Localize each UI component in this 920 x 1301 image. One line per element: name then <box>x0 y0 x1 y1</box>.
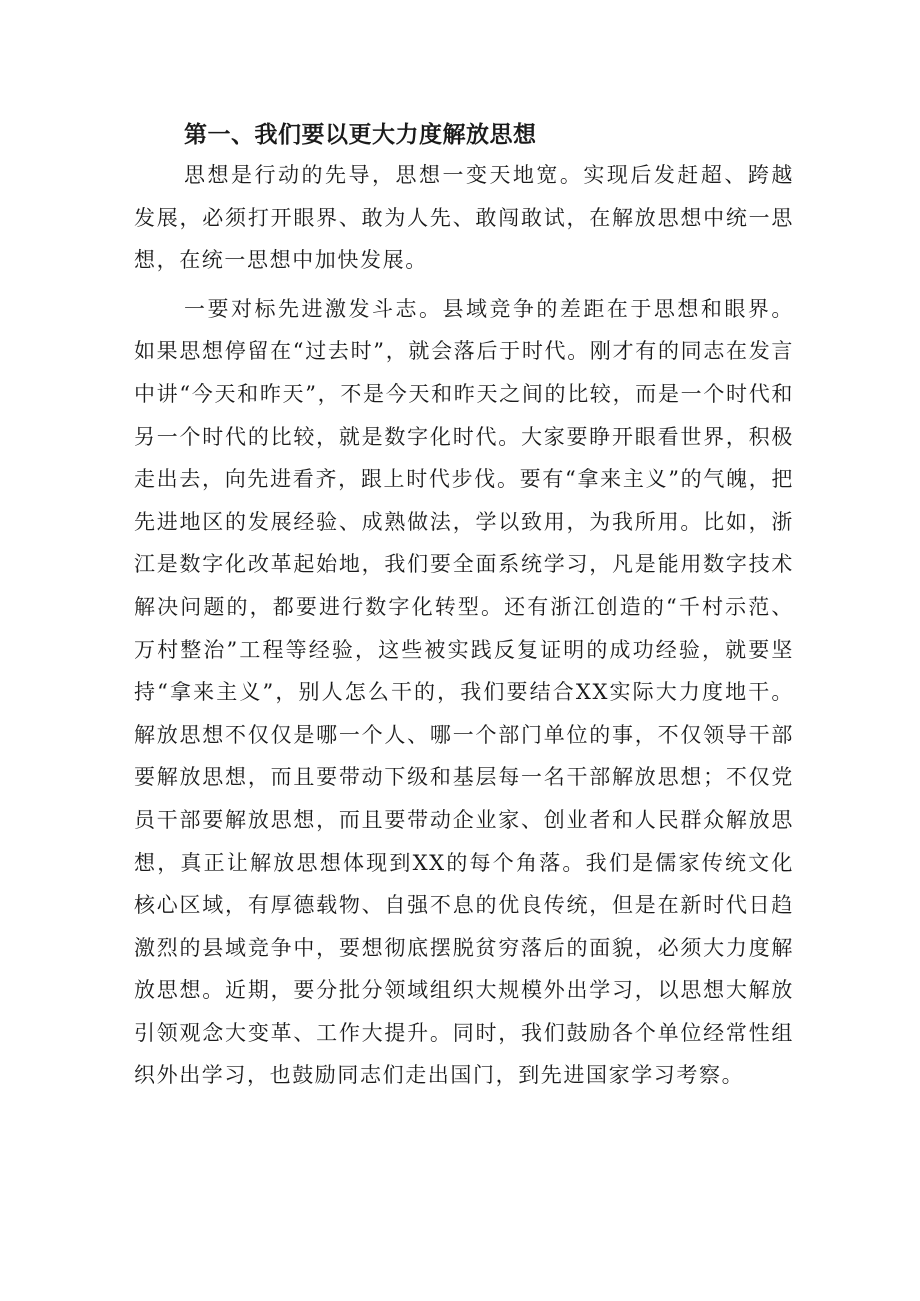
document-body <box>134 154 794 1097</box>
paragraph-intro: 思想是行动的先导，思想一变天地宽。实现后发赶超、跨越发展，必须打开眼界、敢为人先、敢闯敢试，在解放思想中统一思想，在统一思想中加快发展。 <box>134 163 794 273</box>
paragraph-benchmark: 一要对标先进激发斗志。县域竞争的差距在于思想和眼界。如果思想停留在“过去时”，就会落后于时代。刚才有的同志在发言中讲“今天和昨天”，不是今天和昨天之间的比较，而是一个时代和另一个时代的比较，就是数字化时代。大家要睁开眼看世界，积极走出去，向先进看齐，跟上时代步伐。要有“拿来主义”的气魄，把先进地区的发展经验、成熟做法，学以致用，为我所用。比如，浙江是数字化改革起始地，我们要全面系统学习，凡是能用数字技术解决问题的，都要进行数字化转型。还有浙江创造的“千村示范、万村整治”工程等经验，这些被实践反复证明的成功经验，就要坚持“拿来主义”，别人怎么干的，我们要结合XX实际大力度地干。解放思想不仅仅是哪一个人、哪一个部门单位的事，不仅领导干部要解放思想，而且要带动下级和基层每一名干部解放思想；不仅党员干部要解放思想，而且要带动企业家、创业者和人民群众解放思想，真正让解放思想体现到XX的每个角落。我们是儒家传统文化核心区域，有厚德载物、自强不息的优良传统，但是在新时代日趋激烈的县域竞争中，要想彻底摆脱贫穷落后的面貌，必须大力度解放思想。近期，要分批分领域组织大规模外出学习，以思想大解放引领观念大变革、工作大提升。同时，我们鼓励各个单位经常性组织外出学习，也鼓励同志们走出国门，到先进国家学习考察。 <box>134 296 794 1088</box>
section-heading: 第一、我们要以更大力度解放思想 <box>184 122 537 148</box>
